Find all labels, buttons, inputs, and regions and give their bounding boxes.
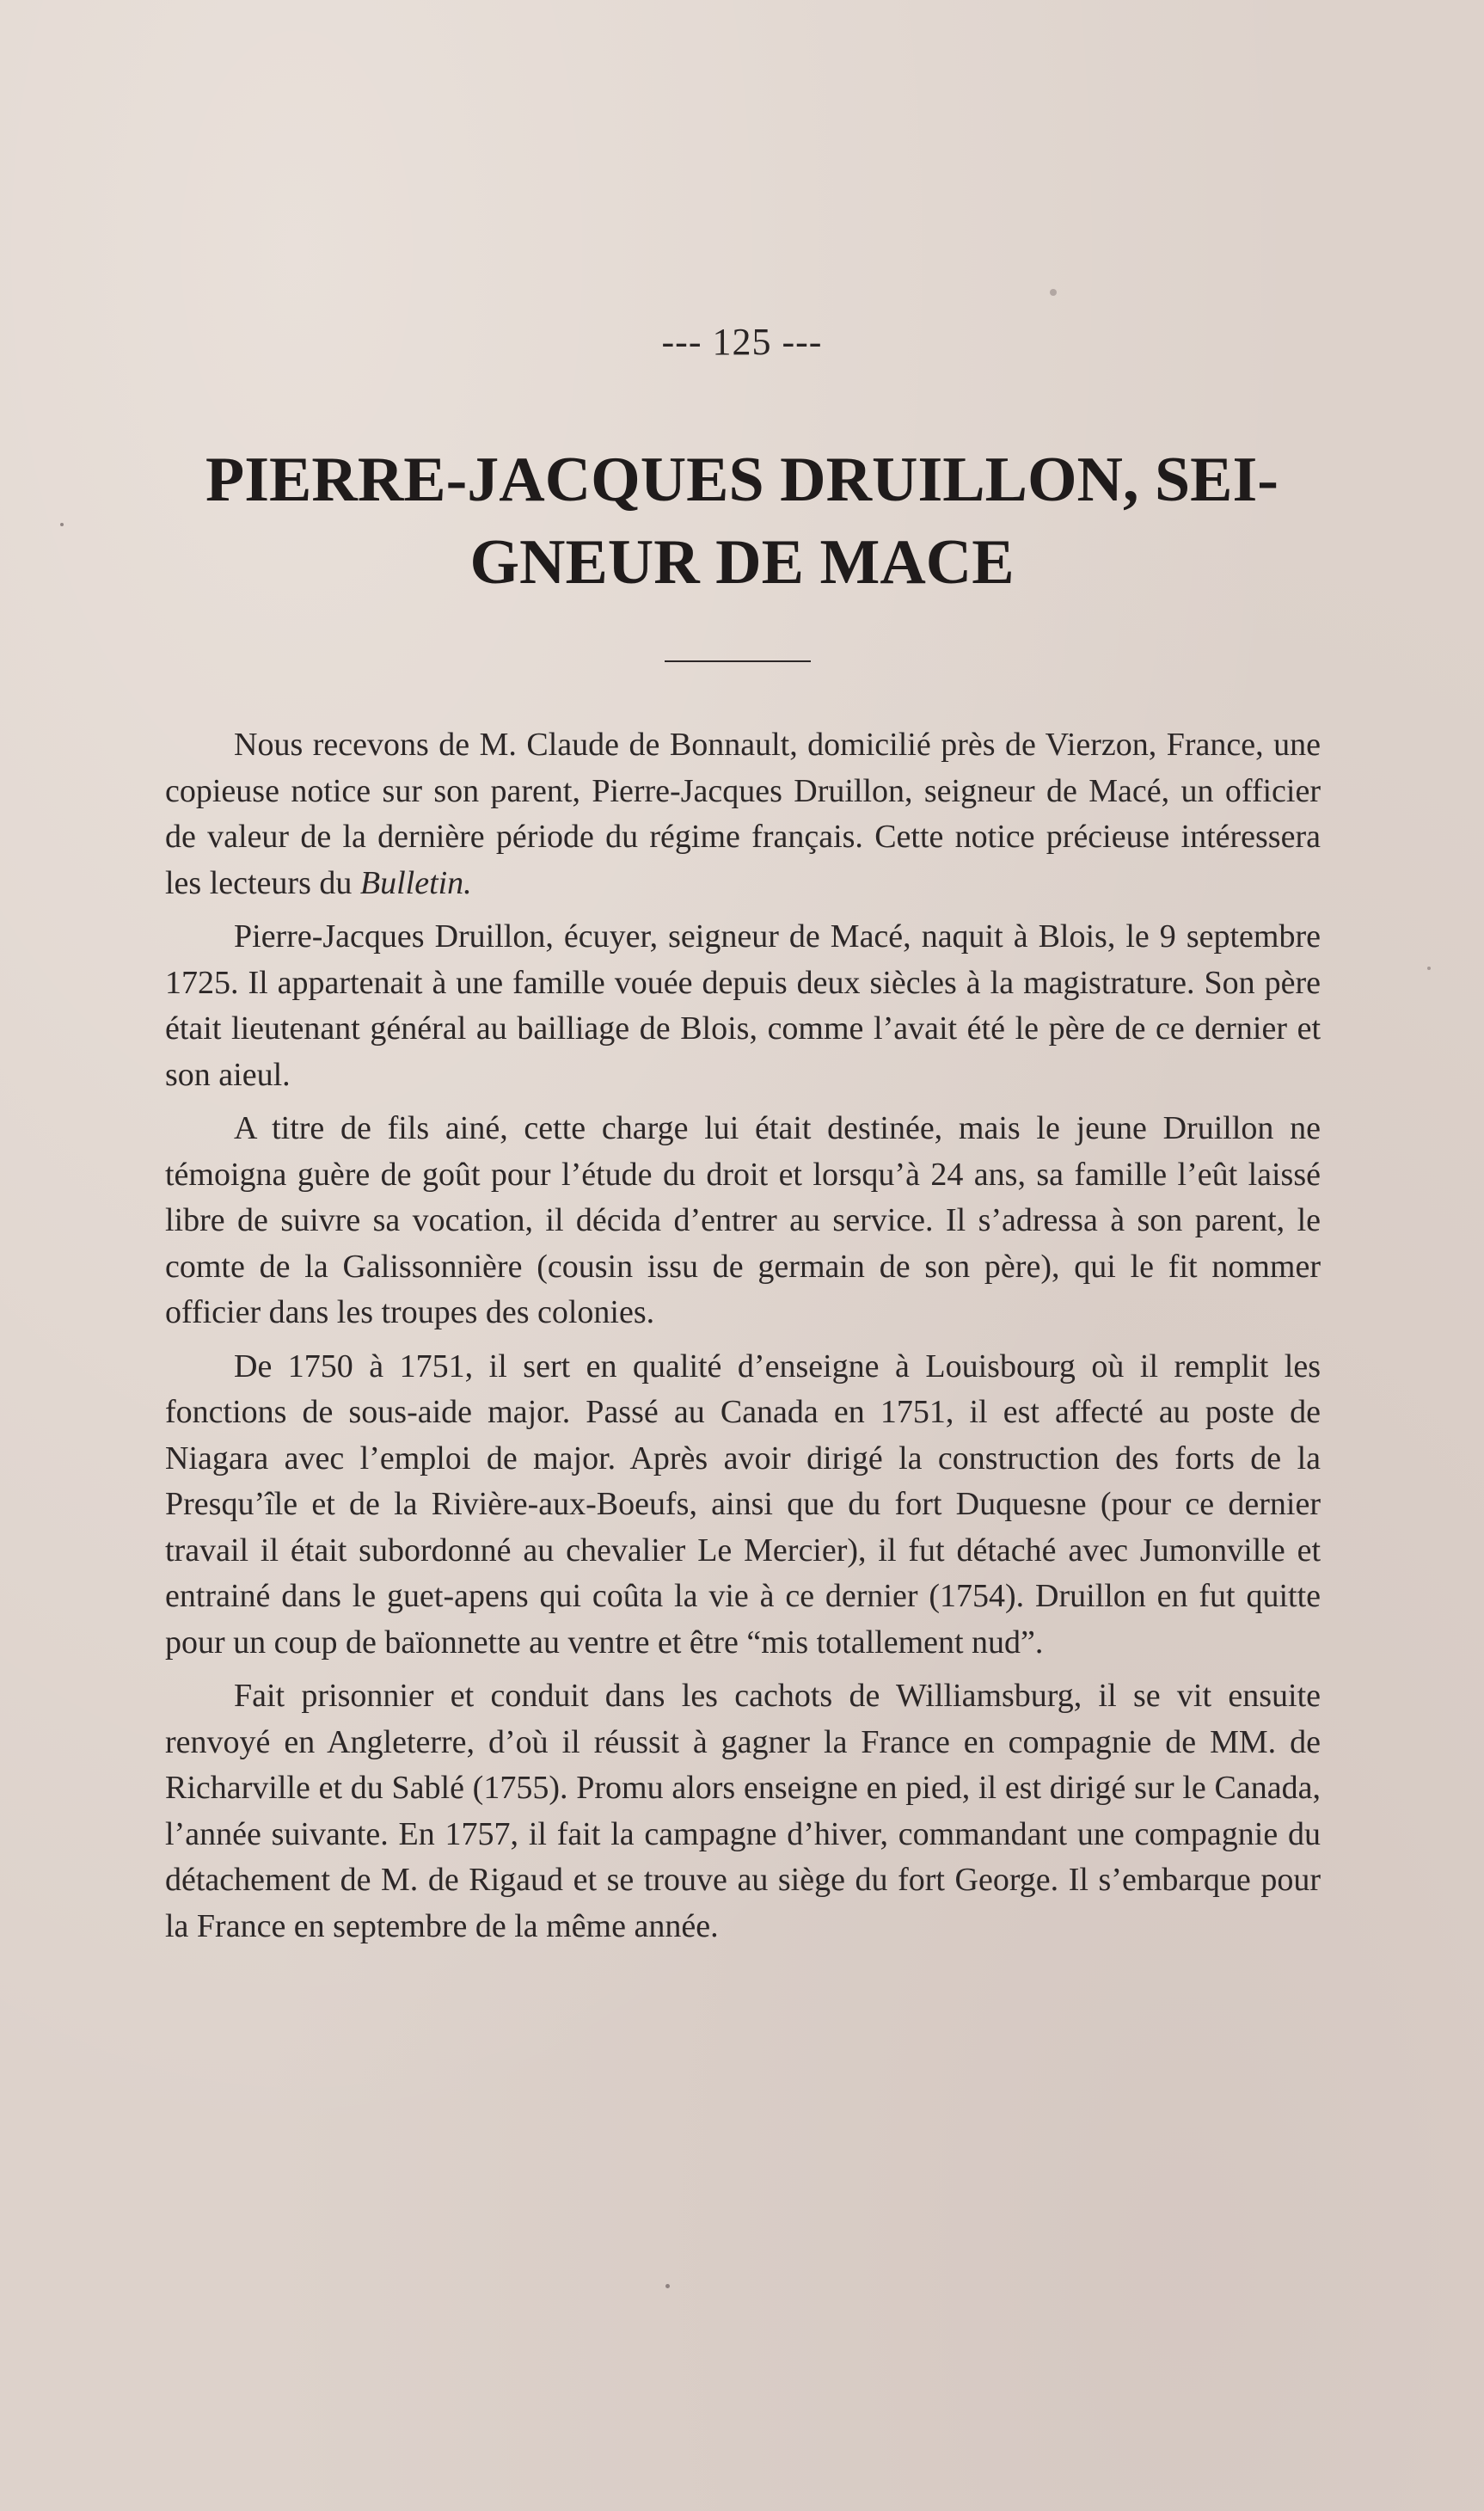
page-number: --- 125 --- [661,321,823,363]
paragraph-5: Fait prisonnier et conduit dans les cachots de Williamsburg, il se vit ensuite renvoyé en Angleterre, d’où il réussit à gagner la France en compagnie de MM. de Richarville et du Sablé (1755). Promu alors enseigne en pied, il est dirigé sur le Canada, l’année suivante. En 1757, il fait la campagne d’hiver, commandant une compagnie du détachement de M. de Rigaud et se trouve au siège du fort George. Il s’embarque pour la France en septembre de la même année. [165,1678,1321,1944]
journal-name: Bulletin. [359,864,472,901]
paragraph-1 [165,722,1321,906]
paper-speck [1427,967,1431,970]
paper-speck [60,523,64,526]
paragraph-2: Pierre-Jacques Druillon, écuyer, seigneur de Macé, naquit à Blois, le 9 septembre 1725. Il appartenait à une famille vouée depuis deux siècles à la magistrature. Son père était lieutenant général au bailliage de Blois, comme l’avait été le père de ce dernier et son aieul. [165,918,1321,1093]
paragraph-1-text: Nous recevons de M. Claude de Bonnault, domicilié près de Vierzon, France, une copieuse notice sur son parent, Pierre-Jacques Druillon, seigneur de Macé, un officier de valeur de la dernière période du régime français. Cette notice précieuse intéressera les lecteurs du [165,727,1321,901]
paragraph-4: De 1750 à 1751, il sert en qualité d’enseigne à Louisbourg où il remplit les fonctions de sous-aide major. Passé au Canada en 1751, il est affecté au poste de Niagara avec l’emploi de major. Après avoir dirigé la construction des forts de la Presqu’île et de la Rivière-aux-Boeufs, ainsi que du fort Duquesne (pour ce dernier travail il était subordonné au chevalier Le Mercier), il fut détaché avec Jumonville et entrainé dans le guet-apens qui coûta la vie à ce dernier (1754). Druillon en fut quitte pour un coup de baïonnette au ventre et être “mis totallement nud”. [165,1348,1321,1661]
paragraph-3: A titre de fils ainé, cette charge lui était destinée, mais le jeune Druillon ne témoigna guère de goût pour l’étude du droit et lorsqu’à 24 ans, sa famille l’eût laissé libre de suivre sa vocation, il décida d’entrer au service. Il s’adressa à son parent, le comte de la Galissonnière (cousin issu de germain de son père), qui le fit nommer officier dans les troupes des colonies. [165,1110,1321,1330]
article-body [165,722,1321,1957]
title-line-1: PIERRE-JACQUES DRUILLON, SEI- [205,445,1279,515]
title-line-2: GNEUR DE MACE [469,527,1015,598]
paper-speck [665,2284,670,2288]
title-separator-rule [665,660,811,662]
article-title [0,439,1484,604]
paper-speck [1050,289,1057,296]
